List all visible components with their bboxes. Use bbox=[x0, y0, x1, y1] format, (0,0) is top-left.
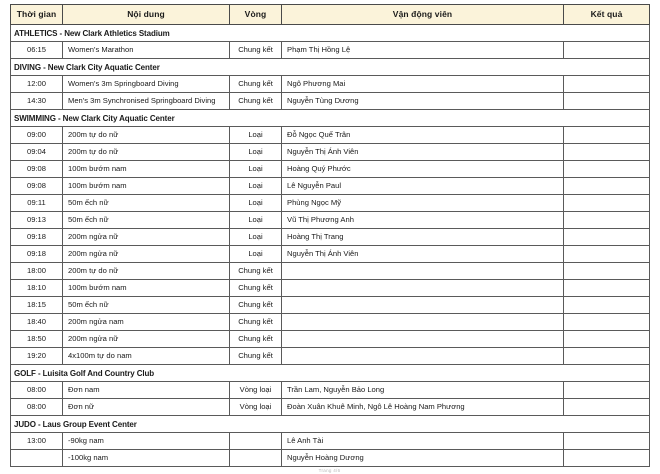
cell-time: 13:00 bbox=[11, 433, 63, 450]
cell-round bbox=[230, 450, 282, 467]
table-row bbox=[11, 348, 650, 365]
cell-athlete: Nguyễn Tùng Dương bbox=[282, 93, 564, 110]
cell-event: Men's 3m Synchronised Springboard Diving bbox=[63, 93, 230, 110]
cell-round: Loại bbox=[230, 212, 282, 229]
table-row bbox=[11, 382, 650, 399]
table-row bbox=[11, 246, 650, 263]
cell-result bbox=[564, 331, 650, 348]
cell-event: 200m tự do nữ bbox=[63, 144, 230, 161]
cell-result bbox=[564, 450, 650, 467]
cell-event: 100m bướm nam bbox=[63, 178, 230, 195]
cell-result bbox=[564, 382, 650, 399]
cell-round: Chung kết bbox=[230, 93, 282, 110]
table-row bbox=[11, 161, 650, 178]
cell-result bbox=[564, 178, 650, 195]
cell-result bbox=[564, 229, 650, 246]
cell-event: -90kg nam bbox=[63, 433, 230, 450]
table-body bbox=[11, 25, 650, 467]
cell-event: -100kg nam bbox=[63, 450, 230, 467]
cell-round: Chung kết bbox=[230, 76, 282, 93]
cell-result bbox=[564, 42, 650, 59]
cell-round: Chung kết bbox=[230, 297, 282, 314]
section-header-label: DIVING - New Clark City Aquatic Center bbox=[11, 59, 650, 76]
cell-athlete: Vũ Thị Phương Anh bbox=[282, 212, 564, 229]
cell-round: Chung kết bbox=[230, 331, 282, 348]
cell-event: 200m tự do nữ bbox=[63, 127, 230, 144]
table-row bbox=[11, 433, 650, 450]
cell-athlete: Nguyễn Thị Ánh Viên bbox=[282, 144, 564, 161]
table-row bbox=[11, 280, 650, 297]
table-row bbox=[11, 297, 650, 314]
cell-time bbox=[11, 450, 63, 467]
cell-event: 50m ếch nữ bbox=[63, 195, 230, 212]
table-row bbox=[11, 331, 650, 348]
column-header-time: Thời gian bbox=[11, 5, 63, 25]
cell-time: 09:13 bbox=[11, 212, 63, 229]
cell-round: Loại bbox=[230, 144, 282, 161]
cell-athlete: Đoàn Xuân Khuê Minh, Ngô Lê Hoàng Nam Phương bbox=[282, 399, 564, 416]
table-row bbox=[11, 42, 650, 59]
section-header-row bbox=[11, 416, 650, 433]
table-row bbox=[11, 144, 650, 161]
cell-athlete: Hoàng Thị Trang bbox=[282, 229, 564, 246]
cell-result bbox=[564, 246, 650, 263]
cell-result bbox=[564, 127, 650, 144]
cell-athlete: Phùng Ngọc Mỹ bbox=[282, 195, 564, 212]
table-row bbox=[11, 76, 650, 93]
section-header-row bbox=[11, 59, 650, 76]
table-header-row bbox=[11, 5, 650, 25]
cell-time: 19:20 bbox=[11, 348, 63, 365]
cell-event: 100m bướm nam bbox=[63, 280, 230, 297]
cell-round bbox=[230, 433, 282, 450]
cell-time: 09:08 bbox=[11, 178, 63, 195]
cell-round: Vòng loại bbox=[230, 382, 282, 399]
cell-event: Đơn nữ bbox=[63, 399, 230, 416]
cell-round: Loại bbox=[230, 161, 282, 178]
table-row bbox=[11, 450, 650, 467]
cell-result bbox=[564, 314, 650, 331]
cell-result bbox=[564, 297, 650, 314]
cell-round: Loại bbox=[230, 195, 282, 212]
column-header-round: Vòng bbox=[230, 5, 282, 25]
cell-round: Vòng loại bbox=[230, 399, 282, 416]
cell-athlete: Đỗ Ngọc Quế Trân bbox=[282, 127, 564, 144]
table-row bbox=[11, 93, 650, 110]
table-row bbox=[11, 314, 650, 331]
cell-athlete bbox=[282, 348, 564, 365]
cell-time: 09:18 bbox=[11, 246, 63, 263]
cell-time: 09:08 bbox=[11, 161, 63, 178]
cell-athlete bbox=[282, 263, 564, 280]
cell-result bbox=[564, 76, 650, 93]
cell-round: Chung kết bbox=[230, 348, 282, 365]
cell-round: Chung kết bbox=[230, 280, 282, 297]
competition-schedule-table bbox=[10, 4, 650, 467]
cell-athlete: Hoàng Quý Phước bbox=[282, 161, 564, 178]
cell-athlete: Nguyễn Thị Ánh Viên bbox=[282, 246, 564, 263]
cell-event: 200m ngửa nữ bbox=[63, 246, 230, 263]
table-row bbox=[11, 127, 650, 144]
table-row bbox=[11, 212, 650, 229]
cell-result bbox=[564, 161, 650, 178]
cell-time: 12:00 bbox=[11, 76, 63, 93]
column-header-athlete: Vận động viên bbox=[282, 5, 564, 25]
cell-event: 100m bướm nam bbox=[63, 161, 230, 178]
cell-athlete bbox=[282, 314, 564, 331]
cell-event: 200m tự do nữ bbox=[63, 263, 230, 280]
cell-time: 18:00 bbox=[11, 263, 63, 280]
table-row bbox=[11, 229, 650, 246]
cell-result bbox=[564, 195, 650, 212]
cell-event: 50m ếch nữ bbox=[63, 297, 230, 314]
cell-result bbox=[564, 433, 650, 450]
cell-time: 09:11 bbox=[11, 195, 63, 212]
section-header-row bbox=[11, 110, 650, 127]
cell-event: Women's Marathon bbox=[63, 42, 230, 59]
cell-round: Loại bbox=[230, 246, 282, 263]
cell-round: Chung kết bbox=[230, 42, 282, 59]
cell-time: 14:30 bbox=[11, 93, 63, 110]
cell-time: 09:18 bbox=[11, 229, 63, 246]
cell-result bbox=[564, 399, 650, 416]
cell-event: 200m ngửa nữ bbox=[63, 229, 230, 246]
cell-athlete bbox=[282, 280, 564, 297]
table-row bbox=[11, 178, 650, 195]
cell-event: 200m ngửa nam bbox=[63, 314, 230, 331]
cell-time: 08:00 bbox=[11, 382, 63, 399]
cell-time: 18:10 bbox=[11, 280, 63, 297]
cell-athlete: Phạm Thị Hồng Lệ bbox=[282, 42, 564, 59]
section-header-row bbox=[11, 25, 650, 42]
cell-result bbox=[564, 93, 650, 110]
cell-result bbox=[564, 212, 650, 229]
column-header-event: Nội dung bbox=[63, 5, 230, 25]
cell-event: Đơn nam bbox=[63, 382, 230, 399]
cell-event: 200m ngửa nữ bbox=[63, 331, 230, 348]
cell-event: 4x100m tự do nam bbox=[63, 348, 230, 365]
cell-time: 08:00 bbox=[11, 399, 63, 416]
table-header bbox=[11, 5, 650, 25]
cell-result bbox=[564, 348, 650, 365]
cell-athlete bbox=[282, 331, 564, 348]
cell-time: 18:15 bbox=[11, 297, 63, 314]
cell-time: 06:15 bbox=[11, 42, 63, 59]
section-header-label: SWIMMING - New Clark City Aquatic Center bbox=[11, 110, 650, 127]
table-row bbox=[11, 399, 650, 416]
cell-athlete bbox=[282, 297, 564, 314]
section-header-label: GOLF - Luisita Golf And Country Club bbox=[11, 365, 650, 382]
cell-event: Women's 3m Springboard Diving bbox=[63, 76, 230, 93]
section-header-label: JUDO - Laus Group Event Center bbox=[11, 416, 650, 433]
page-footer-note: Trang 4/6 bbox=[318, 468, 341, 474]
cell-round: Loại bbox=[230, 178, 282, 195]
section-header-row bbox=[11, 365, 650, 382]
cell-result bbox=[564, 263, 650, 280]
cell-time: 09:04 bbox=[11, 144, 63, 161]
cell-round: Loại bbox=[230, 127, 282, 144]
column-header-result: Kết quả bbox=[564, 5, 650, 25]
table-row bbox=[11, 195, 650, 212]
cell-event: 50m ếch nữ bbox=[63, 212, 230, 229]
cell-time: 18:50 bbox=[11, 331, 63, 348]
cell-athlete: Nguyễn Hoàng Dương bbox=[282, 450, 564, 467]
cell-result bbox=[564, 144, 650, 161]
cell-result bbox=[564, 280, 650, 297]
cell-athlete: Ngô Phương Mai bbox=[282, 76, 564, 93]
cell-athlete: Lê Nguyễn Paul bbox=[282, 178, 564, 195]
cell-athlete: Trần Lam, Nguyễn Bảo Long bbox=[282, 382, 564, 399]
cell-time: 18:40 bbox=[11, 314, 63, 331]
cell-round: Loại bbox=[230, 229, 282, 246]
cell-round: Chung kết bbox=[230, 314, 282, 331]
cell-round: Chung kết bbox=[230, 263, 282, 280]
cell-time: 09:00 bbox=[11, 127, 63, 144]
cell-athlete: Lê Anh Tài bbox=[282, 433, 564, 450]
table-row bbox=[11, 263, 650, 280]
section-header-label: ATHLETICS - New Clark Athletics Stadium bbox=[11, 25, 650, 42]
